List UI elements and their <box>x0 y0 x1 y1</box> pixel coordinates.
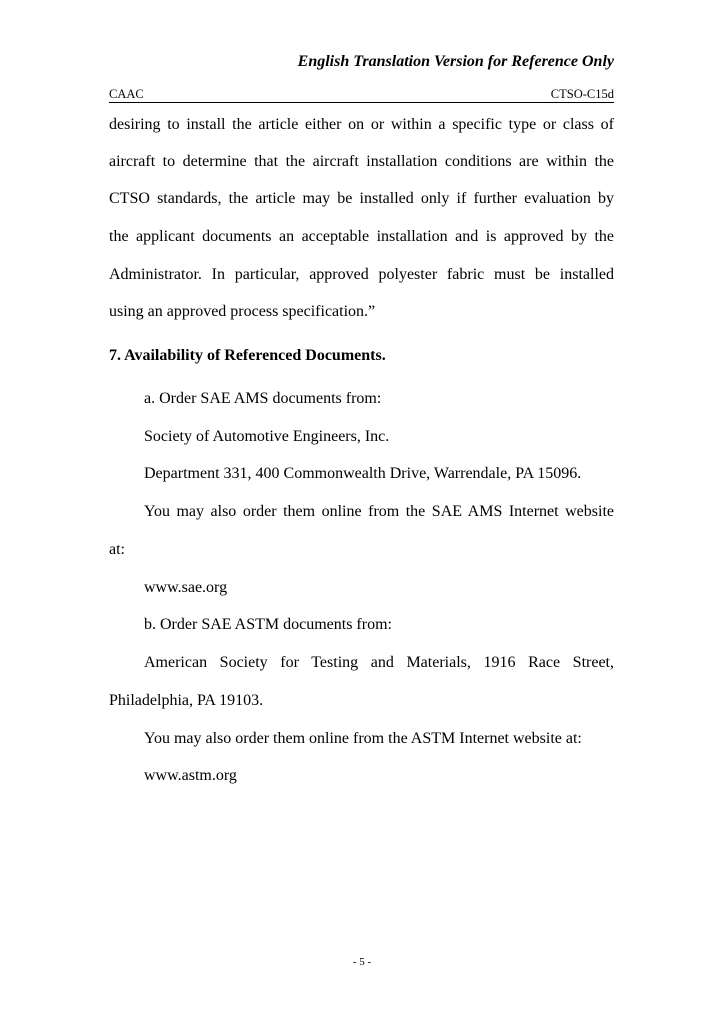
item-b-url: www.astm.org <box>144 767 237 784</box>
body-line: desiring to install the article either on or within a specific type or class of <box>109 116 614 133</box>
item-a-organization: Society of Automotive Engineers, Inc. <box>144 428 390 445</box>
body-line: the applicant documents an acceptable installation and is approved by the <box>109 228 614 245</box>
page-number: - 5 - <box>352 956 372 968</box>
item-a-heading: a. Order SAE AMS documents from: <box>144 390 382 407</box>
section-heading: 7. Availability of Referenced Documents. <box>109 347 386 364</box>
body-line: aircraft to determine that the aircraft installation conditions are within the <box>109 153 614 170</box>
header-rule <box>109 102 614 103</box>
body-line: Administrator. In particular, approved polyester fabric must be installed <box>109 266 614 283</box>
body-line: CTSO standards, the article may be installed only if further evaluation by <box>109 190 614 207</box>
item-a-url: www.sae.org <box>144 579 228 596</box>
header-org: CAAC <box>109 87 144 101</box>
item-b-heading: b. Order SAE ASTM documents from: <box>144 616 392 633</box>
body-line: using an approved process specification.” <box>109 303 376 320</box>
header-title: English Translation Version for Reference Only <box>297 53 614 70</box>
header-doc-id: CTSO-C15d <box>550 87 614 101</box>
item-a-online-text: You may also order them online from the SAE AMS Internet website <box>144 503 614 520</box>
item-b-organization: American Society for Testing and Materials, 1916 Race Street, <box>144 654 614 671</box>
item-b-address: Philadelphia, PA 19103. <box>109 692 264 709</box>
item-a-address: Department 331, 400 Commonwealth Drive, Warrendale, PA 15096. <box>144 465 582 482</box>
item-a-online-text-cont: at: <box>109 541 125 558</box>
item-b-online-text: You may also order them online from the ASTM Internet website at: <box>144 730 582 747</box>
